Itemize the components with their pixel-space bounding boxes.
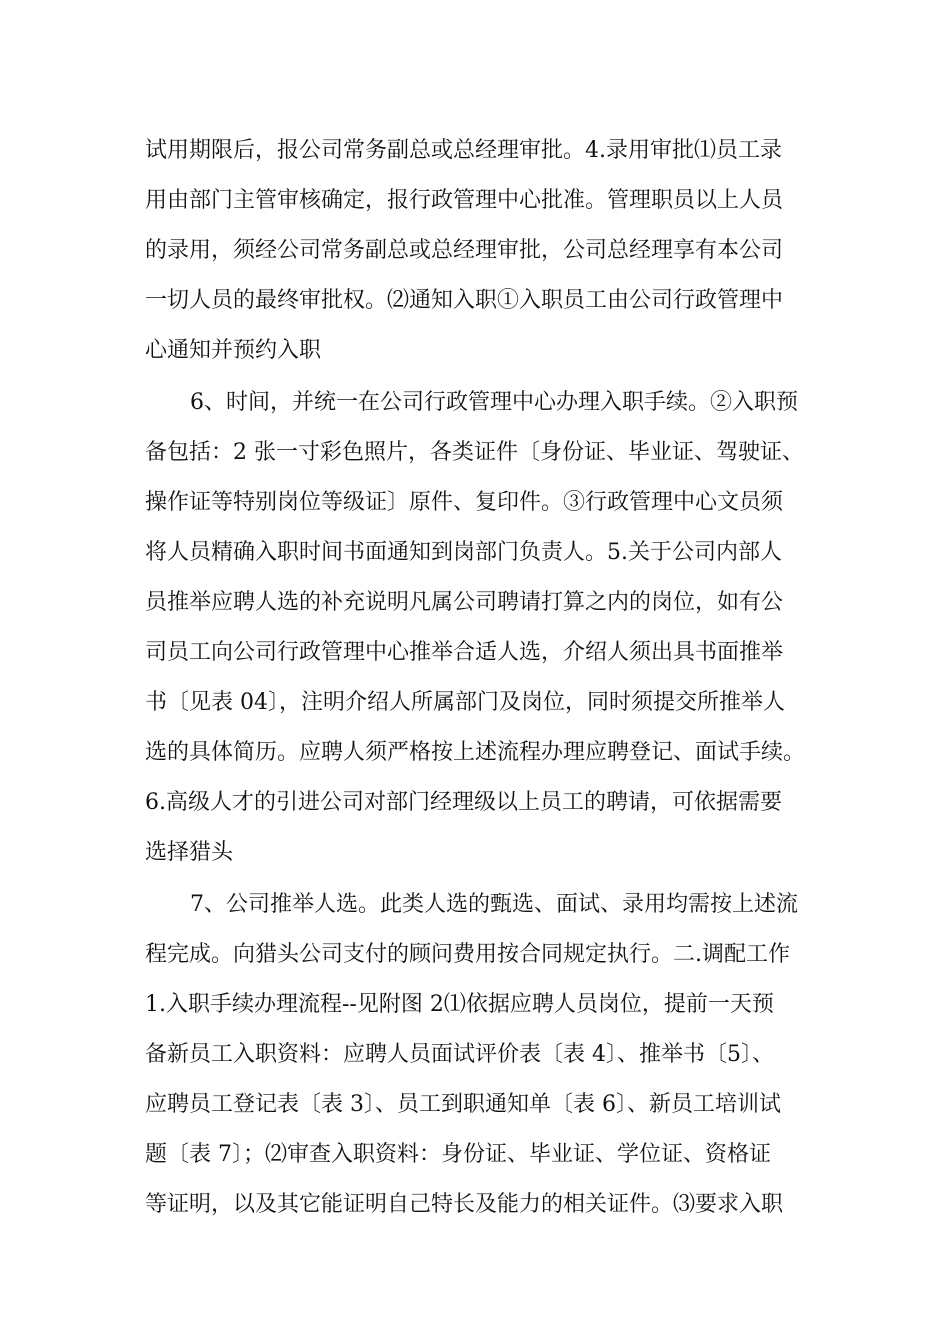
text-line: 备包括：2 张一寸彩色照片，各类证件〔身份证、毕业证、驾驶证、 bbox=[145, 440, 804, 465]
text-line: 选择猎头 bbox=[145, 840, 234, 865]
text-line: 将人员精确入职时间书面通知到岗部门负责人。5.关于公司内部人 bbox=[145, 540, 782, 565]
text-line: 题〔表 7〕；⑵审查入职资料：身份证、毕业证、学位证、资格证 bbox=[145, 1142, 771, 1167]
text-line: 备新员工入职资料：应聘人员面试评价表〔表 4〕、推举书〔5〕、 bbox=[145, 1042, 774, 1067]
text-line: 的录用，须经公司常务副总或总经理审批，公司总经理享有本公司 bbox=[145, 238, 784, 263]
text-line: 操作证等特别岗位等级证〕原件、复印件。③行政管理中心文员须 bbox=[145, 490, 784, 515]
text-line: 1.入职手续办理流程--见附图 2⑴依据应聘人员岗位，提前一天预 bbox=[145, 992, 774, 1017]
text-line: 6.高级人才的引进公司对部门经理级以上员工的聘请，可依据需要 bbox=[145, 790, 782, 815]
text-line: 选的具体简历。应聘人须严格按上述流程办理应聘登记、面试手续。 bbox=[145, 740, 806, 765]
text-line: 应聘员工登记表〔表 3〕、员工到职通知单〔表 6〕、新员工培训试 bbox=[145, 1092, 781, 1117]
text-line: 程完成。向猎头公司支付的顾问费用按合同规定执行。二.调配工作 bbox=[145, 942, 790, 967]
text-line: 6、时间，并统一在公司行政管理中心办理入职手续。②入职预 bbox=[190, 390, 798, 415]
text-line: 心通知并预约入职 bbox=[145, 338, 322, 363]
text-line: 7、公司推举人选。此类人选的甄选、面试、录用均需按上述流 bbox=[190, 892, 798, 917]
text-line: 书〔见表 04〕，注明介绍人所属部门及岗位，同时须提交所推举人 bbox=[145, 690, 785, 715]
text-line: 一切人员的最终审批权。⑵通知入职①入职员工由公司行政管理中 bbox=[145, 288, 784, 313]
text-line: 等证明，以及其它能证明自己特长及能力的相关证件。⑶要求入职 bbox=[145, 1192, 784, 1217]
text-line: 员推举应聘人选的补充说明凡属公司聘请打算之内的岗位，如有公 bbox=[145, 590, 784, 615]
text-line: 试用期限后，报公司常务副总或总经理审批。4.录用审批⑴员工录 bbox=[145, 138, 782, 163]
text-line: 用由部门主管审核确定，报行政管理中心批准。管理职员以上人员 bbox=[145, 188, 784, 213]
text-line: 司员工向公司行政管理中心推举合适人选，介绍人须出具书面推举 bbox=[145, 640, 784, 665]
